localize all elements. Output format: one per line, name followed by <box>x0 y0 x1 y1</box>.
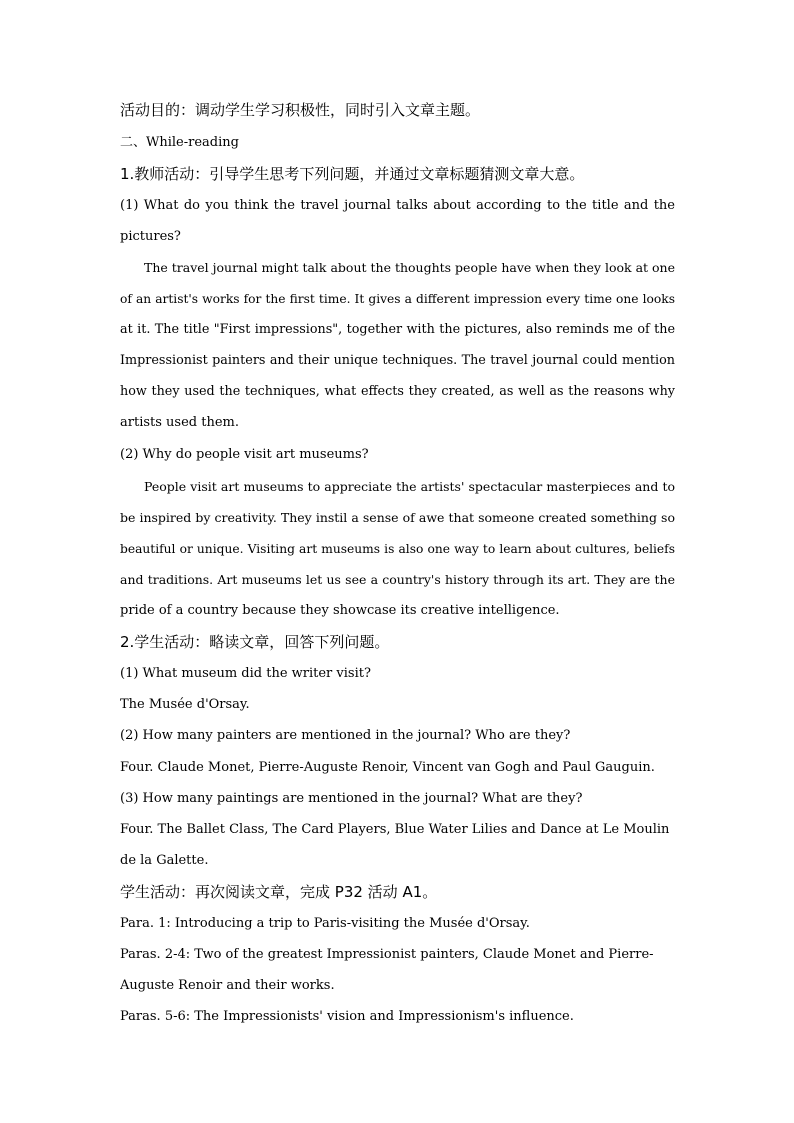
section-heading-while-reading: 二、While-reading <box>120 135 239 150</box>
para-summary-3: Paras. 5-6: The Impressionists' vision and Impressionism's influence. <box>120 1009 574 1024</box>
para-summary-2: Paras. 2-4: Two of the greatest Impressionist painters, Claude Monet and Pierre- <box>120 947 654 962</box>
skim-question-1: (1) What museum did the writer visit? <box>120 666 371 681</box>
skim-answer-2: Four. Claude Monet, Pierre-Auguste Renoir, Vincent van Gogh and Paul Gauguin. <box>120 760 655 775</box>
answer-1-line: of an artist's works for the first time. It gives a different impression every time one looks <box>120 292 675 306</box>
answer-1-line: Impressionist painters and their unique techniques. The travel journal could mention <box>120 353 675 368</box>
answer-1-line: artists used them. <box>120 415 239 430</box>
skim-answer-3-cont: de la Galette. <box>120 853 209 868</box>
answer-1-line: at it. The title "First impressions", together with the pictures, also reminds me of the <box>120 322 675 337</box>
activity-purpose: 活动目的：调动学生学习积极性，同时引入文章主题。 <box>120 101 481 119</box>
question-1: (1) What do you think the travel journal talks about according to the title and the <box>120 198 675 213</box>
skim-question-3: (3) How many paintings are mentioned in the journal? What are they? <box>120 791 583 806</box>
teacher-activity-heading: 1.教师活动：引导学生思考下列问题，并通过文章标题猜测文章大意。 <box>120 165 585 183</box>
answer-2-line: People visit art museums to appreciate the artists' spectacular masterpieces and to <box>144 479 675 494</box>
para-summary-2-cont: Auguste Renoir and their works. <box>120 978 335 993</box>
student-activity-heading: 2.学生活动：略读文章，回答下列问题。 <box>120 633 390 651</box>
question-1-cont: pictures? <box>120 229 181 244</box>
answer-2-line: and traditions. Art museums let us see a country's history through its art. They are the <box>120 572 675 587</box>
skim-question-2: (2) How many painters are mentioned in the journal? Who are they? <box>120 728 571 743</box>
answer-1-line: The travel journal might talk about the thoughts people have when they look at one <box>144 260 675 275</box>
skim-answer-3: Four. The Ballet Class, The Card Players, Blue Water Lilies and Dance at Le Moulin <box>120 822 670 837</box>
question-2: (2) Why do people visit art museums? <box>120 447 369 462</box>
student-activity-heading-2: 学生活动：再次阅读文章，完成 P32 活动 A1。 <box>120 883 438 901</box>
skim-answer-1: The Musée d'Orsay. <box>120 697 250 712</box>
answer-2-line: be inspired by creativity. They instil a sense of awe that someone created something so <box>120 510 675 525</box>
answer-2-line: pride of a country because they showcase its creative intelligence. <box>120 603 560 618</box>
answer-1-line: how they used the techniques, what effects they created, as well as the reasons why <box>120 384 675 399</box>
answer-2-line: beautiful or unique. Visiting art museums is also one way to learn about cultures, beliefs <box>120 542 675 556</box>
para-summary-1: Para. 1: Introducing a trip to Paris-visiting the Musée d'Orsay. <box>120 916 530 931</box>
